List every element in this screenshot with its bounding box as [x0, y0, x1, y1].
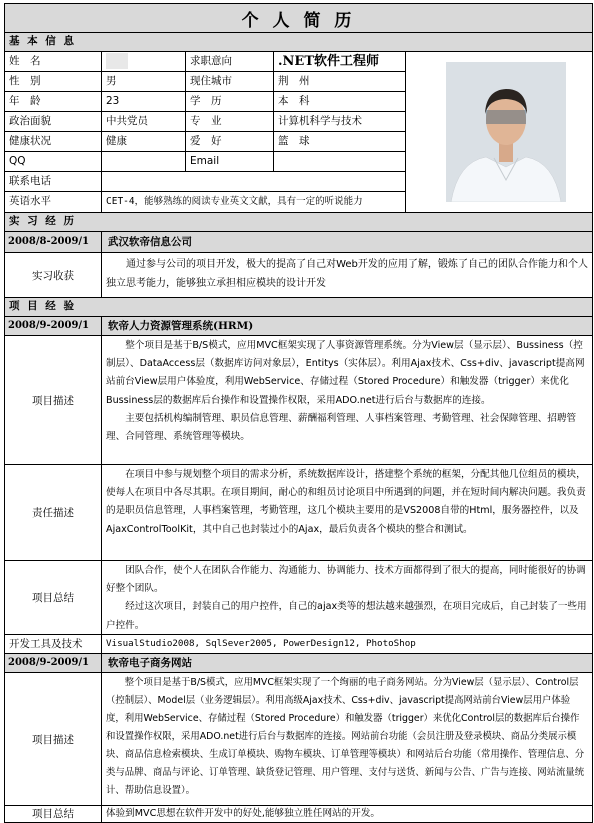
project1-resp-text: 在项目中参与规划整个项目的需求分析，系统数据库设计，搭建整个系统的框架，分配其他几位组员的模块，使每人在项目中各尽其职。在项目期间，耐心的和组员讨论项目中所遇到的问题，并在短时间内解决问题。我负责的是职员信息管理，人事档案管理，考勤管理，这几个模块主要用的是VS2008自带的Html，服务器控件，以及AjaxControlToolKit，其中自己也封装过小的Ajax，最后负责各个模块的整合和测试。 — [101, 465, 592, 560]
section-basic-info — [5, 32, 592, 51]
name-value — [101, 52, 185, 71]
major-label: 专 业 — [185, 112, 273, 131]
project2-sum-label — [5, 806, 101, 822]
project2-date: 2008/9-2009/1 — [8, 657, 90, 668]
internship-header-row — [5, 231, 592, 252]
english-label: 英语水平 — [9, 195, 51, 207]
job-value: .NET软件工程师 — [273, 52, 405, 71]
sum-label-text: 项目总结 — [32, 592, 74, 604]
age-label: 年 龄 — [9, 95, 41, 107]
project2-sum-text: 体验到MVC思想在软件开发中的好处,能够独立胜任网站的开发。 — [101, 806, 592, 822]
political-value: 中共党员 — [101, 112, 185, 131]
project1-desc-row — [5, 335, 592, 464]
health-label: 健康状况 — [9, 135, 51, 147]
title-text: 个 人 简 历 — [241, 10, 356, 31]
project2-desc-row — [5, 672, 592, 805]
project1-date: 2008/9-2009/1 — [8, 320, 90, 331]
internship-date: 2008/8-2009/1 — [8, 236, 90, 247]
project1-tools-value: VisualStudio2008, SqlSever2005, PowerDesign12, PhotoShop — [101, 635, 592, 653]
project1-header-row — [5, 316, 592, 335]
project1-name: 软帝人力资源管理系统(HRM) — [101, 317, 592, 335]
profile-photo — [446, 62, 566, 202]
internship-gain-row — [5, 252, 592, 297]
phone-value — [101, 172, 405, 191]
english-value: CET-4，能够熟练的阅读专业英文文献，具有一定的听说能力 — [101, 192, 405, 212]
major-value: 计算机科学与技术 — [273, 112, 405, 131]
project2-desc-text: 整个项目是基于B/S模式，应用MVC框架实现了一个绚丽的电子商务网站。分为View层（显示层）、Control层（控制层）、Model层（业务逻辑层）。利用高级Ajax技术、Css+div、javascript提高网站前台View层用户体验度，利用WebService、存储过程（Stored Procedure）和触发器（trigger）来优化Control层的数据库后台操作和设置操作权限，采用ADO.net进行后台与数据库的连接。网站前台功能（会员注册及登录模块、商品分类展示模块、商品信息检索模块、生成订单模块、购物车模块、订单管理等模块）和网站后台功能（常用操作、管理信息、分类与品牌、商品与评论、订单管理、缺货登记管理、用户管理、支付与送货、新闻与公告、广告与连接、网站流量统计、帮助信息设置）。 — [101, 673, 592, 805]
project2-name: 软帝电子商务网站 — [101, 654, 592, 672]
photo-blur-bar — [486, 110, 526, 124]
name-label: 姓 名 — [9, 55, 41, 67]
hobby-value: 篮 球 — [273, 132, 405, 151]
hobby-label: 爱 好 — [185, 132, 273, 151]
project1-sum-cell — [101, 561, 592, 634]
section-projects — [5, 297, 592, 316]
gender-label: 性 别 — [9, 75, 41, 87]
qq-label: QQ — [9, 155, 26, 167]
edu-label: 学 历 — [185, 92, 273, 111]
resume-table — [4, 3, 593, 823]
project1-sum-row — [5, 560, 592, 634]
project1-desc-a: 整个项目是基于B/S模式，应用MVC框架实现了人事资源管理系统。分为View层（显示层）、Bussiness（控制层）、DataAccess层（数据库访问对象层），Entitys（实体层）。利用Ajax技术、Css+div、javascript提高网站前台View层用户体验度，利用WebService、存储过程（Stored Procedure）和触发器（trigger）来优化Bussiness层的数据库后台操作和设置操作权限，采用ADO.net进行后台与数据库的连接。 — [106, 340, 585, 406]
section-internship-title: 实 习 经 历 — [9, 215, 76, 227]
edu-value: 本 科 — [273, 92, 405, 111]
phone-label: 联系电话 — [9, 175, 51, 187]
project2-header-row — [5, 653, 592, 672]
qq-value — [101, 152, 185, 171]
gender-value: 男 — [101, 72, 185, 91]
project1-resp-row — [5, 464, 592, 560]
desc-label-text: 项目描述 — [32, 394, 74, 407]
project1-sum-b: 经过这次项目，封装自己的用户控件，自己的ajax类等的想法越来越强烈，在项目完成后，自己封装了一些用户控件。 — [106, 601, 587, 631]
age-value: 23 — [101, 92, 185, 111]
project2-sum-row — [5, 805, 592, 822]
city-value: 荆 州 — [273, 72, 405, 91]
city-label: 现住城市 — [185, 72, 273, 91]
resp-label-text: 责任描述 — [32, 507, 74, 519]
sum2-label-text: 项目总结 — [32, 808, 74, 820]
internship-gain-text: 通过参与公司的项目开发，极大的提高了自己对Web开发的应用了解，锻炼了自己的团队合作能力和个人独立思考能力，能够独立承担相应模块的设计开发 — [101, 253, 592, 297]
section-projects-title: 项 目 经 验 — [9, 300, 76, 312]
email-label: Email — [185, 152, 273, 171]
project1-tools-row — [5, 634, 592, 653]
section-internship — [5, 212, 592, 231]
gain-label-text: 实习收获 — [32, 269, 74, 282]
photo-cell — [405, 51, 592, 212]
resume-title — [5, 4, 592, 32]
name-redacted — [106, 53, 128, 69]
internship-company: 武汉软帝信息公司 — [101, 232, 592, 252]
project1-desc-label — [5, 336, 101, 464]
project1-resp-label — [5, 465, 101, 560]
project1-tools-label: 开发工具及技术 — [9, 638, 83, 650]
political-label: 政治面貌 — [9, 115, 51, 127]
health-value: 健康 — [101, 132, 185, 151]
email-value — [273, 152, 405, 171]
project1-sum-a: 团队合作，使个人在团队合作能力、沟通能力、协调能力、技术方面都得到了很大的提高，同时能很好的协调好整个团队。 — [106, 565, 586, 595]
project1-sum-label — [5, 561, 101, 634]
section-basic-title: 基 本 信 息 — [9, 35, 76, 47]
project2-desc-label — [5, 673, 101, 805]
internship-gain-label — [5, 253, 101, 297]
job-label: 求职意向 — [185, 52, 273, 71]
desc2-label-text: 项目描述 — [32, 733, 74, 746]
project1-desc-cell — [101, 336, 592, 464]
project1-desc-b: 主要包括机构编制管理、职员信息管理、薪酬福利管理、人事档案管理、考勤管理、社会保障管理、招聘管理、合同管理、系统管理等模块。 — [106, 412, 577, 443]
